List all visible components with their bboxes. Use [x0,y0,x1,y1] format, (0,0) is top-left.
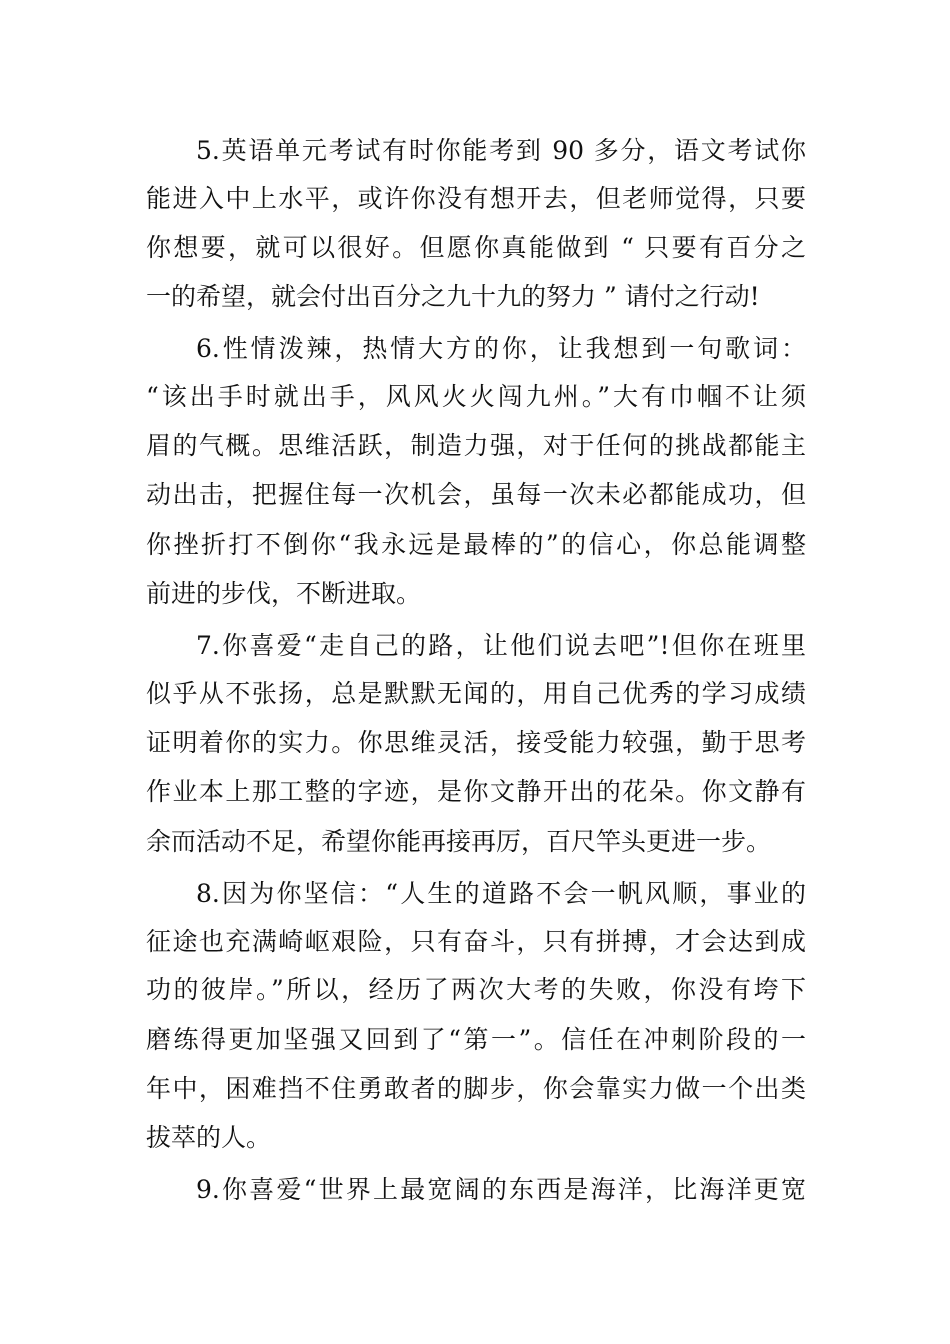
text-line: 征途也充满崎岖艰险，只有奋斗，只有拼搏，才会达到成 [146,927,806,956]
text-line: 7.你喜爱“走自己的路，让他们说去吧”!但你在班里 [196,631,806,660]
text-line: 前进的步伐，不断进取。 [146,579,422,608]
text-line: 似乎从不张扬，总是默默无闻的，用自己优秀的学习成绩 [146,679,806,708]
text-line: 5.英语单元考试有时你能考到 90 多分，语文考试你 [196,136,806,165]
text-line: 8.因为你坚信：“人生的道路不会一帆风顺，事业的 [196,879,806,908]
text-line: 余而活动不足，希望你能再接再厉，百尺竿头更进一步。 [146,827,772,856]
text-line: 6.性情泼辣，热情大方的你，让我想到一句歌词： [196,334,806,363]
text-line: 动出击，把握住每一次机会，虽每一次未必都能成功，但 [146,480,806,509]
text-line: 能进入中上水平，或许你没有想开去，但老师觉得，只要 [146,184,806,213]
text-line: 磨练得更加坚强又回到了“第一”。信任在冲刺阶段的一 [146,1025,806,1054]
text-line: 9.你喜爱“世界上最宽阔的东西是海洋，比海洋更宽 [196,1175,806,1204]
text-line: 功的彼岸。”所以，经历了两次大考的失败，你没有垮下 [146,975,806,1004]
text-line: 作业本上那工整的字迹，是你文静开出的花朵。你文静有 [146,777,806,806]
text-line: 你挫折打不倒你“我永远是最棒的”的信心，你总能调整 [146,530,806,559]
text-line: 一的希望，就会付出百分之九十九的努力 ” 请付之行动! [146,282,760,311]
text-line: 年中，困难挡不住勇敢者的脚步，你会靠实力做一个出类 [146,1074,806,1103]
text-line: 你想要，就可以很好。但愿你真能做到 “ 只要有百分之 [146,233,806,262]
text-line: 证明着你的实力。你思维灵活，接受能力较强，勤于思考 [146,728,806,757]
text-line: 拔萃的人。 [146,1123,272,1152]
text-line: “该出手时就出手，风风火火闯九州。”大有巾帼不让须 [146,382,806,411]
text-line: 眉的气概。思维活跃，制造力强，对于任何的挑战都能主 [146,431,806,460]
